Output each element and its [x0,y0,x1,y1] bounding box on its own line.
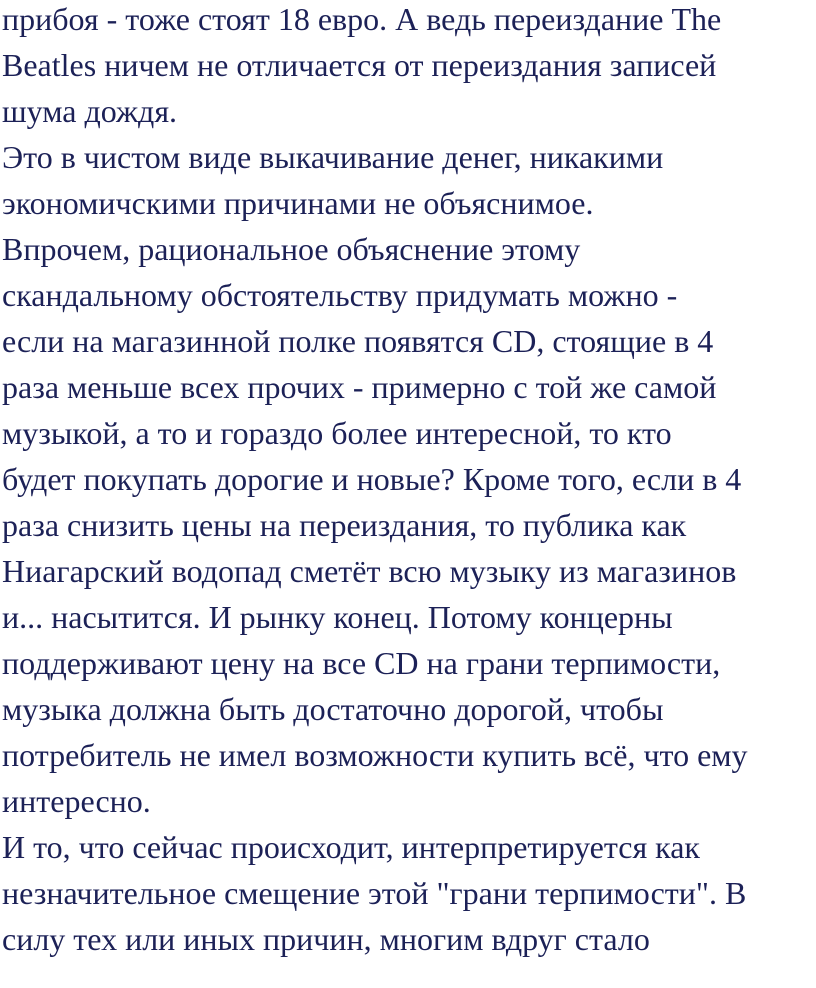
text-line-17: потребитель не имел возможности купить всё, что ему [2,737,748,773]
text-line-12: раза снизить цены на переиздания, то публика как [2,507,687,543]
text-line-6: Впрочем, рациональное объяснение этому [2,231,581,267]
text-line-21: силу тех или иных причин, многим вдруг стало [2,921,650,957]
text-line-1: прибоя - тоже стоят 18 евро. А ведь переиздание The [2,1,722,37]
text-line-7: скандальному обстоятельству придумать можно - [2,277,678,313]
text-line-4: Это в чистом виде выкачивание денег, никакими [2,139,664,175]
text-line-11: будет покупать дорогие и новые? Кроме того, если в 4 [2,461,742,497]
text-line-5: экономичскими причинами не объяснимое. [2,185,594,221]
text-line-15: поддерживают цену на все CD на грани терпимости, [2,645,721,681]
text-line-14: и... насытится. И рынку конец. Потому концерны [2,599,673,635]
text-line-20: незначительное смещение этой "грани терпимости". В [2,875,747,911]
text-line-13: Ниагарский водопад сметёт всю музыку из магазинов [2,553,737,589]
text-line-9: раза меньше всех прочих - примерно с той же самой [2,369,717,405]
text-line-19: И то, что сейчас происходит, интерпретируется как [2,829,700,865]
text-line-2: Beatles ничем не отличается от переиздания записей [2,47,717,83]
text-line-8: если на магазинной полке появятся CD, стоящие в 4 [2,323,714,359]
text-line-10: музыкой, а то и гораздо более интересной, то кто [2,415,672,451]
text-line-18: интересно. [2,783,151,819]
text-line-16: музыка должна быть достаточно дорогой, чтобы [2,691,664,727]
text-line-3: шума дождя. [2,93,178,129]
